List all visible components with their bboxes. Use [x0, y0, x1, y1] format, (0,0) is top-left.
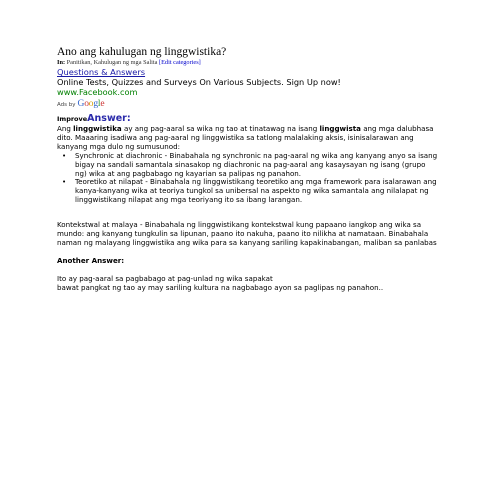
ads-by-google[interactable] — [57, 98, 439, 109]
ads-by-label: Ads by — [57, 102, 76, 108]
context-paragraph: Kontekstwal at malaya - Binabahala ng linggwistikang kontekstwal kung papaano iangkop ang wika sa mundo: ang kanyang tungkulin sa lipunan, paano ito nakuha, paano ito nilikha at namataan. Binabahala naman ng malayang linggwistika ang wika para sa kanyang sariling kapakinabangan, maliban sa panlabas — [57, 220, 437, 247]
ad-headline-link[interactable]: Questions & Answers — [57, 67, 146, 77]
answer-header — [57, 110, 439, 125]
answer-label: Answer: — [87, 113, 131, 124]
category-line — [57, 59, 439, 67]
ad-block — [57, 67, 439, 109]
answer-bullet-list — [57, 152, 439, 205]
google-logo: Google — [77, 99, 105, 109]
bullet-icon: • — [62, 178, 67, 187]
list-item: • Synchronic at diachronic - Binabahala ng synchronic na pag-aaral ng wika ang kanyang anyo sa isang bigay na sandali samantala sinasakop ng diachronic na pag-aaral ang kasaysayan ng isang (grupo ng) wika at ang pagbabago ng kayarian sa palipas ng panahon. — [62, 150, 438, 178]
another-answer-line-2: bawat pangkat ng tao ay may sariling kultura na nagbabago ayon sa paglipas ng panahon.. — [57, 282, 384, 292]
another-answer-line-1: Ito ay pag-aaral sa pagbabago at pag-unlad ng wika sapakat — [57, 273, 273, 283]
ad-text: Online Tests, Quizzes and Surveys On Various Subjects. Sign Up now! — [57, 77, 341, 87]
improve-link[interactable]: Improve — [57, 115, 88, 123]
list-item: • Teoretiko at nilapat - Binabahala ng linggwistikang teoretiko ang mga framework para isalarawan ang kanya-kanyang wika at teoriya tungkol sa unibersal na aspekto ng wika samantala ang nilalapat ng linggwistikang nilapat ang mga teoriyang ito sa ibang larangan. — [62, 177, 437, 205]
edit-categories-link[interactable]: [Edit categories] — [158, 59, 201, 66]
answer-body — [57, 125, 439, 293]
answer-content — [57, 45, 439, 293]
category-links[interactable]: Panitikan, Kahulugan ng mga Salita — [66, 59, 158, 66]
ad-url[interactable]: www.Facebook.com — [57, 87, 138, 97]
another-answer-label: Another Answer: — [57, 255, 125, 265]
in-label: In: — [57, 59, 66, 66]
bullet-icon: • — [62, 151, 67, 160]
question-title: Ano ang kahulugan ng linggwistika? — [57, 46, 227, 58]
intro-paragraph: Ang linggwistika ay ang pag-aaral sa wika ng tao at tinatawag na isang linggwista ang mga dalubhasa dito. Maaaring isadiwa ang pag-aaral ng linggwistika sa tatlong malalaking aksis, isinisalarawan ang kanyang mga dulo ng sumusunod: — [57, 124, 434, 151]
